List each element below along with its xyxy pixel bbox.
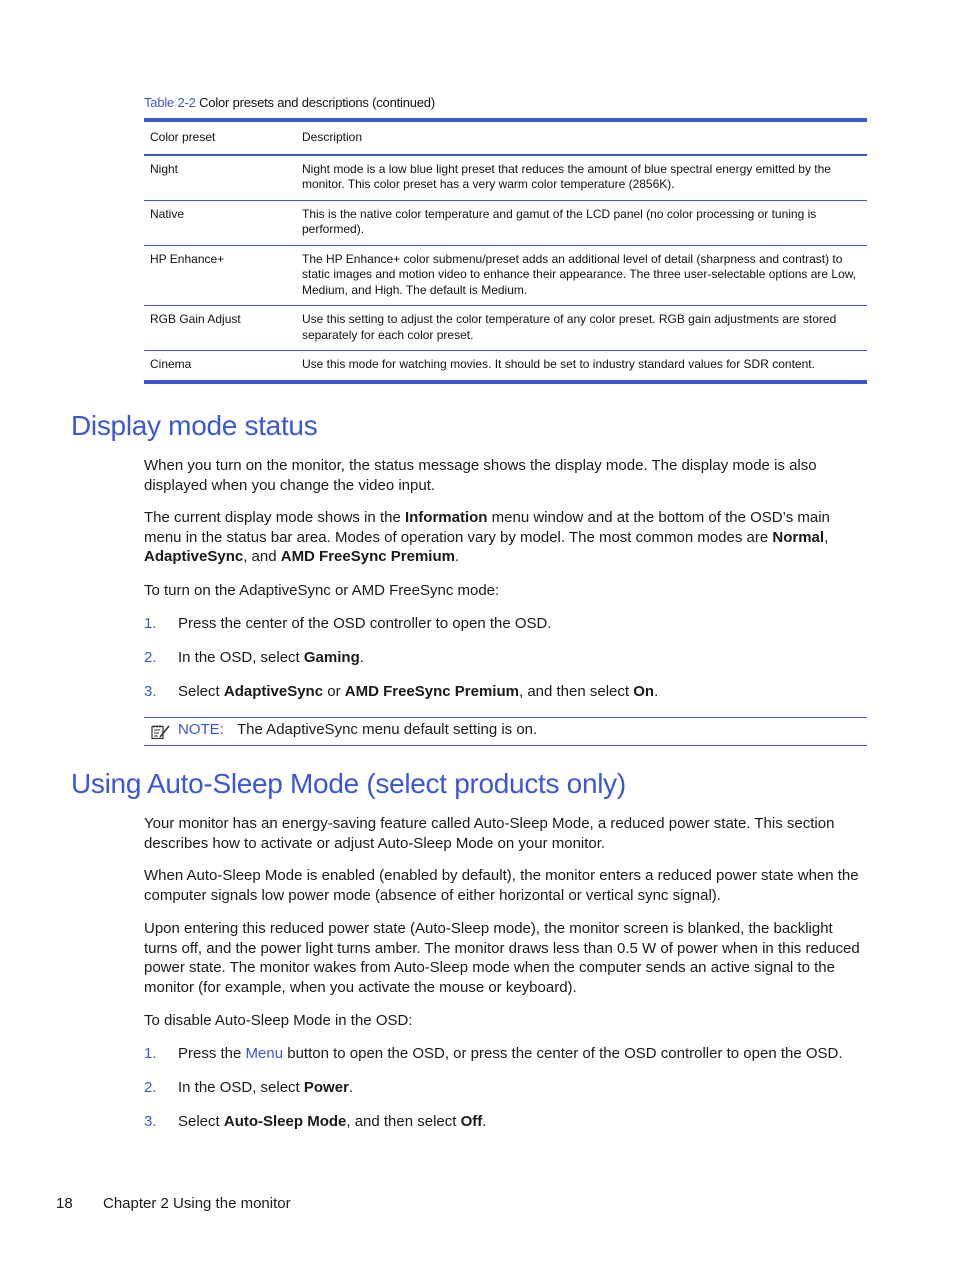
table-caption-label: Table 2-2 <box>144 95 196 110</box>
table-row <box>144 200 867 245</box>
preset-description: Use this mode for watching movies. It should be set to industry standard values for SDR content. <box>302 357 815 371</box>
text-run: The current display mode shows in the <box>144 509 405 526</box>
step-text <box>178 1044 843 1064</box>
table-row <box>144 351 867 382</box>
chapter-title: Chapter 2 Using the monitor <box>103 1195 291 1212</box>
step-number: 1. <box>144 615 157 632</box>
note-box <box>144 717 867 746</box>
auto-sleep-heading: Using Auto-Sleep Mode (select products only) <box>71 768 626 799</box>
table-header-row <box>144 120 867 155</box>
text-run: button to open the OSD, or press the center of the OSD controller to open the OSD. <box>283 1045 843 1062</box>
menu-name-power: Power <box>303 1079 349 1096</box>
table-row <box>144 155 867 201</box>
display-mode-paragraph-1: When you turn on the monitor, the status message shows the display mode. The display mode is also displayed when you change the video input. <box>144 457 817 494</box>
display-mode-heading: Display mode status <box>71 410 318 441</box>
auto-sleep-paragraph-3: Upon entering this reduced power state (Auto-Sleep mode), the monitor screen is blanked, the backlight turns off, and the power light turns amber. The monitor draws less than 0.5 W of power when in this reduced power state. The monitor wakes from Auto-Sleep mode when the computer sends an active signal to the monitor (for example, when you activate the mouse or keyboard). <box>144 920 860 996</box>
menu-button-link[interactable]: Menu <box>245 1045 284 1062</box>
preset-description: Use this setting to adjust the color temperature of any color preset. RGB gain adjustments are stored separately for each color preset. <box>302 312 837 342</box>
step-number: 3. <box>144 1113 157 1130</box>
color-presets-table <box>144 118 867 384</box>
step-text <box>178 614 552 634</box>
preset-name: Cinema <box>150 357 192 371</box>
mode-name-adaptivesync: AdaptiveSync <box>144 548 244 565</box>
step-number: 1. <box>144 1045 157 1062</box>
column-header-color-preset: Color preset <box>150 130 216 144</box>
mode-name-normal: Normal <box>772 528 825 546</box>
note-text: The AdaptiveSync menu default setting is on. <box>237 721 538 738</box>
option-off: Off <box>460 1113 483 1130</box>
text-run: Select <box>178 683 224 700</box>
text-run: In the OSD, select <box>178 1079 304 1096</box>
auto-sleep-paragraph-2: When Auto-Sleep Mode is enabled (enabled by default), the monitor enters a reduced power state when the computer signals low power mode (absence of either horizontal or vertical sync signal). <box>144 867 859 904</box>
step-text <box>178 1112 486 1132</box>
text-run: Press the <box>178 1045 246 1062</box>
step-number: 2. <box>144 649 157 666</box>
auto-sleep-paragraph-1: Your monitor has an energy-saving feature called Auto-Sleep Mode, a reduced power state. This section describes how to activate or adjust Auto-Sleep Mode on your monitor. <box>144 815 835 852</box>
mode-name-amd-freesync: AMD FreeSync Premium <box>280 548 455 565</box>
display-mode-paragraph-2 <box>144 508 868 567</box>
option-auto-sleep-mode: Auto-Sleep Mode <box>223 1113 347 1130</box>
note-pencil-icon <box>151 724 171 740</box>
column-header-description: Description <box>302 130 363 144</box>
page-number: 18 <box>56 1195 73 1212</box>
text-run: In the OSD, select <box>178 649 304 666</box>
preset-description: This is the native color temperature and gamut of the LCD panel (no color processing or tuning is performed). <box>302 206 817 236</box>
text-run: . <box>482 1113 487 1130</box>
text-run: Select <box>178 1113 224 1130</box>
text-run: Press the center of the OSD controller to open the OSD. <box>178 615 552 632</box>
text-run: . <box>359 649 364 666</box>
option-amd-freesync: AMD FreeSync Premium <box>344 683 519 700</box>
text-run: or <box>323 683 345 700</box>
menu-name-information: Information <box>404 509 488 526</box>
text-run: , <box>824 528 829 546</box>
text-run: menu window and at the bottom of the OSD’s main menu in the status bar area. Modes of operation vary by model. The most common modes are <box>144 509 830 546</box>
option-adaptivesync: AdaptiveSync <box>223 683 324 700</box>
text-run: . <box>348 1079 354 1096</box>
preset-description: The HP Enhance+ color submenu/preset adds an additional level of detail (sharpness and contrast) to static images and motion video to enhance their appearance. The three user-selectable options are Low, Medium, and High. The default is Medium. <box>302 251 857 297</box>
display-mode-paragraph-3: To turn on the AdaptiveSync or AMD FreeSync mode: <box>144 582 500 599</box>
text-run: . <box>654 683 659 700</box>
table-caption <box>144 95 435 110</box>
step-text <box>178 648 364 668</box>
auto-sleep-paragraph-4: To disable Auto-Sleep Mode in the OSD: <box>144 1012 413 1029</box>
menu-name-gaming: Gaming <box>303 649 360 666</box>
step-number: 2. <box>144 1079 157 1096</box>
preset-name: Night <box>150 161 179 176</box>
preset-name: RGB Gain Adjust <box>150 312 241 326</box>
text-run: , and then select <box>346 1113 461 1130</box>
preset-name: HP Enhance+ <box>150 251 225 266</box>
text-run: . <box>454 548 460 565</box>
note-label: NOTE: <box>178 721 224 738</box>
table-row <box>144 245 867 306</box>
text-run: , and then select <box>518 683 634 700</box>
step-text <box>178 682 658 702</box>
table-caption-title: Color presets and descriptions (continued) <box>199 95 435 110</box>
step-text <box>178 1078 353 1098</box>
preset-description: Night mode is a low blue light preset that reduces the amount of blue spectral energy emitted by the monitor. This color preset has a very warm color temperature (2856K). <box>302 161 831 191</box>
step-number: 3. <box>144 683 157 700</box>
text-run: , and <box>243 548 281 565</box>
option-on: On <box>633 683 655 700</box>
preset-name: Native <box>150 206 185 221</box>
table-row <box>144 306 867 351</box>
